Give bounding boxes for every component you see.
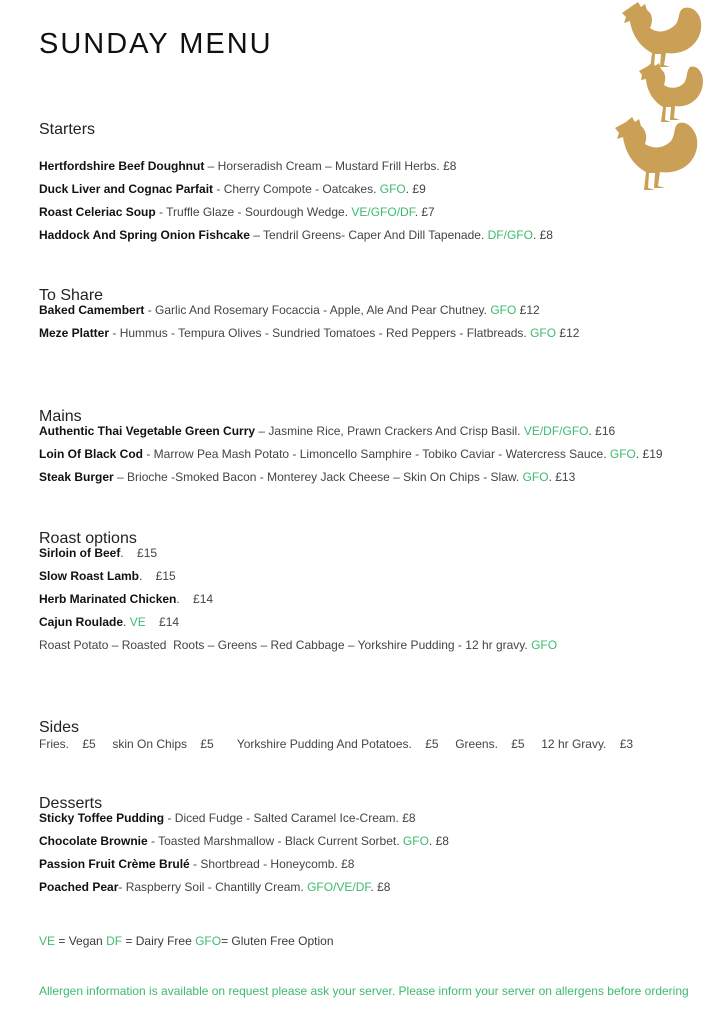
item-description: – Jasmine Rice, Prawn Crackers And Crisp Basil.: [255, 424, 524, 438]
menu-item: [39, 299, 699, 322]
item-name: Slow Roast Lamb: [39, 569, 140, 583]
dietary-tag: VE/DF/GFO: [523, 424, 589, 438]
item-description: - Hummus - Tempura Olives - Sundried Tomatoes - Red Peppers - Flatbreads.: [109, 326, 531, 340]
item-name: Hertfordshire Beef Doughnut: [39, 159, 205, 173]
section-heading: To Share: [39, 287, 104, 304]
dietary-tag: GFO: [530, 326, 557, 340]
dietary-tag: GFO: [402, 834, 429, 848]
item-price: £12: [516, 303, 540, 317]
section-desserts: [39, 792, 699, 899]
item-description: . £15: [120, 546, 158, 560]
section-heading: Roast options: [39, 530, 137, 547]
menu-item: [39, 420, 699, 443]
menu-item: [39, 634, 699, 657]
dietary-tag: DF/GFO: [487, 228, 533, 242]
item-price: . £8: [370, 880, 391, 894]
item-description: – Tendril Greens- Caper And Dill Tapenade.: [249, 228, 488, 242]
item-name: Duck Liver and Cognac Parfait: [39, 182, 214, 196]
item-description: - Cherry Compote - Oatcakes.: [213, 182, 380, 196]
dietary-tag: GFO: [531, 638, 558, 652]
item-name: Cajun Roulade: [39, 615, 124, 629]
menu-item: [39, 466, 699, 489]
allergen-note: Allergen information is available on request please ask your server. Please inform your server on allergens before ordering: [39, 984, 689, 998]
section-sides: [39, 716, 699, 756]
item-description: Fries. £5 skin On Chips £5 Yorkshire Pudding And Potatoes. £5 Greens. £5 12 hr Gravy. £3: [39, 737, 634, 751]
menu-item: [39, 830, 699, 853]
menu-item: [39, 733, 699, 756]
section-heading: Desserts: [39, 795, 103, 812]
item-price: . £8: [532, 228, 553, 242]
section-roast-options: [39, 527, 699, 657]
item-name: Poached Pear: [39, 880, 119, 894]
item-price: . £19: [635, 447, 663, 461]
section-heading: Sides: [39, 719, 80, 736]
menu-item: [39, 178, 699, 201]
menu-item: [39, 224, 699, 247]
item-price: £12: [556, 326, 580, 340]
item-price: . £13: [548, 470, 576, 484]
item-price: . £8: [428, 834, 449, 848]
menu-item: [39, 443, 699, 466]
item-price: . £16: [588, 424, 616, 438]
legend-df: DF: [106, 934, 123, 948]
item-name: Passion Fruit Crème Brulé: [39, 857, 190, 871]
dietary-legend: [39, 934, 334, 948]
item-description: Roast Potato – Roasted Roots – Greens – Red Cabbage – Yorkshire Pudding - 12 hr gravy.: [39, 638, 532, 652]
section-heading: Starters: [39, 121, 96, 138]
menu-item: [39, 588, 699, 611]
item-description: – Horseradish Cream – Mustard Frill Herbs. £8: [204, 159, 457, 173]
item-name: Steak Burger: [39, 470, 114, 484]
item-description: . £14: [176, 592, 214, 606]
item-name: Chocolate Brownie: [39, 834, 148, 848]
dietary-tag: VE/GFO/DF: [351, 205, 415, 219]
dietary-tag: VE: [129, 615, 146, 629]
item-description: . £15: [139, 569, 176, 583]
dietary-tag: GFO: [609, 447, 636, 461]
menu-item: [39, 322, 699, 345]
item-description: - Garlic And Rosemary Focaccia - Apple, Ale And Pear Chutney.: [144, 303, 491, 317]
menu-item: [39, 853, 699, 876]
section-heading: Mains: [39, 408, 82, 425]
item-description: - Raspberry Soil - Chantilly Cream.: [118, 880, 308, 894]
item-price: £14: [145, 615, 180, 629]
section-mains: [39, 405, 699, 489]
item-description: - Marrow Pea Mash Potato - Limoncello Samphire - Tobiko Caviar - Watercress Sauce.: [143, 447, 610, 461]
item-description: .: [123, 615, 130, 629]
item-description: - Diced Fudge - Salted Caramel Ice-Cream. £8: [164, 811, 416, 825]
legend-ve: VE: [39, 934, 56, 948]
menu-item: [39, 201, 699, 224]
menu-item: [39, 565, 699, 588]
item-name: Sticky Toffee Pudding: [39, 811, 165, 825]
item-name: Sirloin of Beef: [39, 546, 121, 560]
menu-item: [39, 807, 699, 830]
legend-df-text: = Dairy Free: [122, 934, 196, 948]
dietary-tag: GFO: [490, 303, 517, 317]
menu-item: [39, 876, 699, 899]
dietary-tag: GFO: [379, 182, 406, 196]
dietary-tag: GFO: [522, 470, 549, 484]
item-name: Loin Of Black Cod: [39, 447, 144, 461]
item-description: - Toasted Marshmallow - Black Current Sorbet.: [147, 834, 403, 848]
legend-gfo-text: = Gluten Free Option: [221, 934, 334, 948]
page-title: SUNDAY MENU: [39, 28, 273, 60]
menu-item: [39, 155, 699, 178]
menu-item: [39, 611, 699, 634]
item-name: Haddock And Spring Onion Fishcake: [39, 228, 250, 242]
item-name: Herb Marinated Chicken: [39, 592, 177, 606]
section-starters: [39, 118, 699, 247]
item-name: Baked Camembert: [39, 303, 145, 317]
section-to-share: [39, 284, 699, 345]
item-price: . £9: [405, 182, 426, 196]
legend-gfo: GFO: [195, 934, 222, 948]
item-name: Roast Celeriac Soup: [39, 205, 156, 219]
item-description: – Brioche -Smoked Bacon - Monterey Jack Cheese – Skin On Chips - Slaw.: [113, 470, 523, 484]
item-description: - Shortbread - Honeycomb. £8: [189, 857, 355, 871]
dietary-tag: GFO/VE/DF: [307, 880, 371, 894]
item-description: - Truffle Glaze - Sourdough Wedge.: [155, 205, 352, 219]
item-name: Meze Platter: [39, 326, 110, 340]
item-name: Authentic Thai Vegetable Green Curry: [39, 424, 256, 438]
legend-ve-text: = Vegan: [55, 934, 107, 948]
menu-item: [39, 542, 699, 565]
item-price: . £7: [414, 205, 435, 219]
